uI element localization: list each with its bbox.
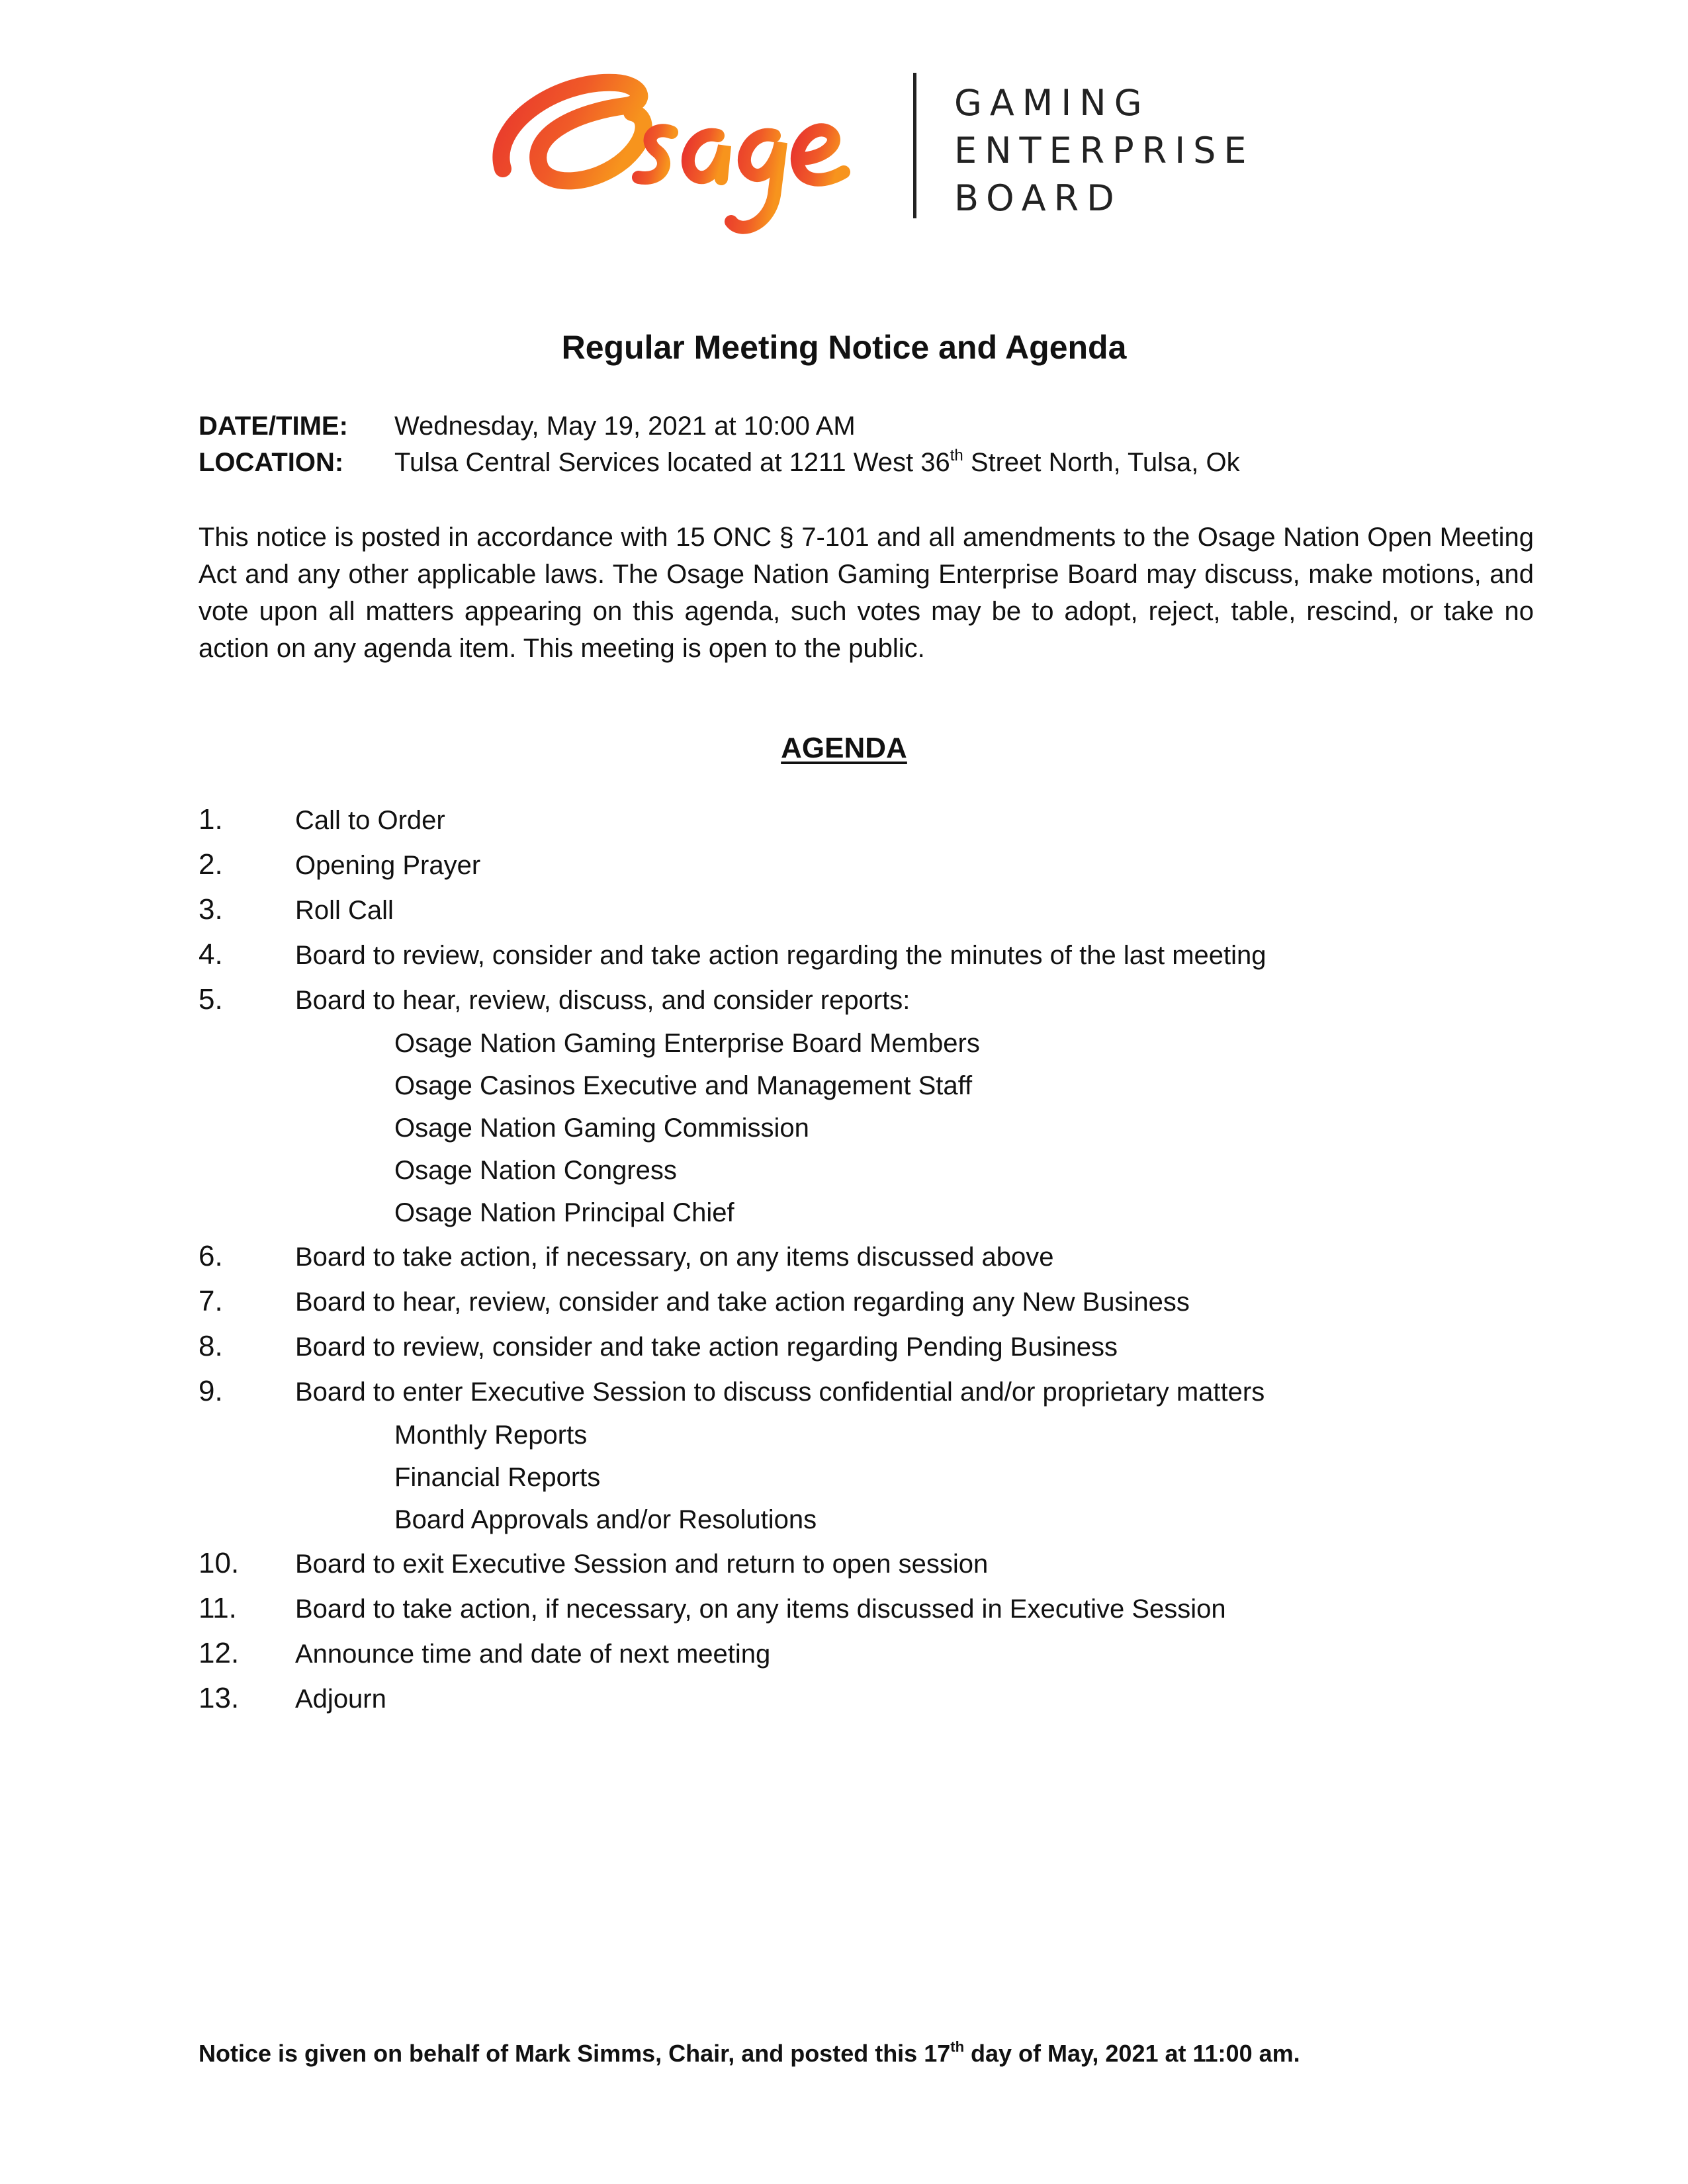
agenda-item-number: 13. — [199, 1682, 240, 1714]
agenda-item-text: Adjourn — [295, 1684, 386, 1714]
date-time-value: Wednesday, May 19, 2021 at 10:00 AM — [394, 412, 856, 441]
agenda-item-number: 11. — [199, 1592, 237, 1624]
agenda-item-number: 12. — [199, 1637, 240, 1669]
agenda-subitem: Monthly Reports — [394, 1420, 588, 1450]
agenda-item — [199, 1369, 1588, 1414]
agenda-item — [199, 1676, 1588, 1721]
footer-superscript: th — [950, 2038, 965, 2055]
location-text-before: Tulsa Central Services located at 1211 West 36 — [394, 448, 950, 477]
agenda-item-number: 1. — [199, 803, 223, 836]
agenda-item-text: Announce time and date of next meeting — [295, 1639, 771, 1669]
agenda-item-text: Board to review, consider and take action regarding Pending Business — [295, 1332, 1118, 1362]
agenda-item-text: Board to hear, review, consider and take action regarding any New Business — [295, 1288, 1190, 1317]
agenda-subitem: Osage Nation Gaming Enterprise Board Members — [394, 1029, 980, 1058]
date-time-row — [199, 409, 856, 443]
agenda-item-text: Roll Call — [295, 896, 394, 925]
location-label: LOCATION: — [199, 448, 344, 477]
logo-divider — [913, 73, 916, 218]
header-logo — [483, 53, 1277, 245]
agenda-item-number: 2. — [199, 848, 223, 881]
agenda-item-text: Board to enter Executive Session to discuss confidential and/or proprietary matters — [295, 1377, 1265, 1407]
agenda-item-text: Board to exit Executive Session and return to open session — [295, 1550, 989, 1579]
agenda-item — [199, 887, 1588, 932]
agenda-item-number: 10. — [199, 1547, 240, 1579]
agenda-item — [199, 1541, 1588, 1586]
agenda-subitem: Osage Casinos Executive and Management Staff — [394, 1071, 973, 1100]
agenda-item — [199, 932, 1588, 977]
board-line-gaming: GAMING — [954, 82, 1150, 124]
location-text-after: Street North, Tulsa, Ok — [963, 448, 1240, 477]
footer-text-before: Notice is given on behalf of Mark Simms, Chair, and posted this 17 — [199, 2040, 951, 2067]
board-line-board: BOARD — [954, 177, 1122, 219]
date-time-label: DATE/TIME: — [199, 412, 348, 441]
board-line-enterprise: ENTERPRISE — [954, 130, 1255, 171]
agenda-item-number: 6. — [199, 1240, 223, 1272]
agenda-item — [199, 1234, 1588, 1279]
location-superscript: th — [950, 446, 963, 464]
agenda-item-text: Call to Order — [295, 806, 445, 835]
agenda-item — [199, 797, 1588, 842]
board-name — [954, 79, 1285, 222]
agenda-subitem: Financial Reports — [394, 1463, 601, 1492]
agenda-item — [199, 1631, 1588, 1676]
agenda-item — [199, 1279, 1588, 1324]
agenda-item-number: 4. — [199, 938, 223, 971]
footer-text-after: day of May, 2021 at 11:00 am. — [964, 2040, 1300, 2067]
agenda-item-number: 9. — [199, 1375, 223, 1407]
agenda-item-text: Board to hear, review, discuss, and consider reports: — [295, 986, 911, 1015]
agenda-subitem: Osage Nation Gaming Commission — [394, 1114, 809, 1143]
agenda-item — [199, 1324, 1588, 1369]
agenda-subitem: Osage Nation Principal Chief — [394, 1198, 734, 1227]
page-title: Regular Meeting Notice and Agenda — [561, 329, 1127, 366]
notice-paragraph: This notice is posted in accordance with 15 ONC § 7-101 and all amendments to the Osage Nation Open Meeting Act and any other applicable laws. The Osage Nation Gaming Enterprise Board may discuss, make motions, and vote upon all matters appearing on this agenda, such votes may be to adopt, reject, table, rescind, or take no action on any agenda item. This meeting is open to the public. — [199, 523, 1534, 663]
agenda-item-number: 3. — [199, 893, 223, 926]
osage-logo-wordmark — [483, 53, 893, 245]
agenda-item — [199, 1586, 1588, 1631]
agenda-heading: AGENDA — [781, 732, 907, 764]
location-value — [394, 448, 1240, 477]
agenda-subitem: Osage Nation Congress — [394, 1156, 677, 1185]
agenda-item-text: Board to review, consider and take action regarding the minutes of the last meeting — [295, 941, 1266, 970]
location-row — [199, 445, 1240, 480]
footer-notice — [199, 2038, 1300, 2070]
agenda-item — [199, 977, 1588, 1022]
agenda-subitem: Board Approvals and/or Resolutions — [394, 1505, 817, 1534]
agenda-item-text: Board to take action, if necessary, on any items discussed above — [295, 1243, 1054, 1272]
agenda-item — [199, 842, 1588, 887]
agenda-list — [199, 797, 1588, 1721]
agenda-item-number: 5. — [199, 983, 223, 1016]
agenda-item-number: 8. — [199, 1330, 223, 1362]
agenda-item-text: Board to take action, if necessary, on any items discussed in Executive Session — [295, 1594, 1226, 1624]
agenda-item-text: Opening Prayer — [295, 851, 481, 880]
agenda-item-number: 7. — [199, 1285, 223, 1317]
